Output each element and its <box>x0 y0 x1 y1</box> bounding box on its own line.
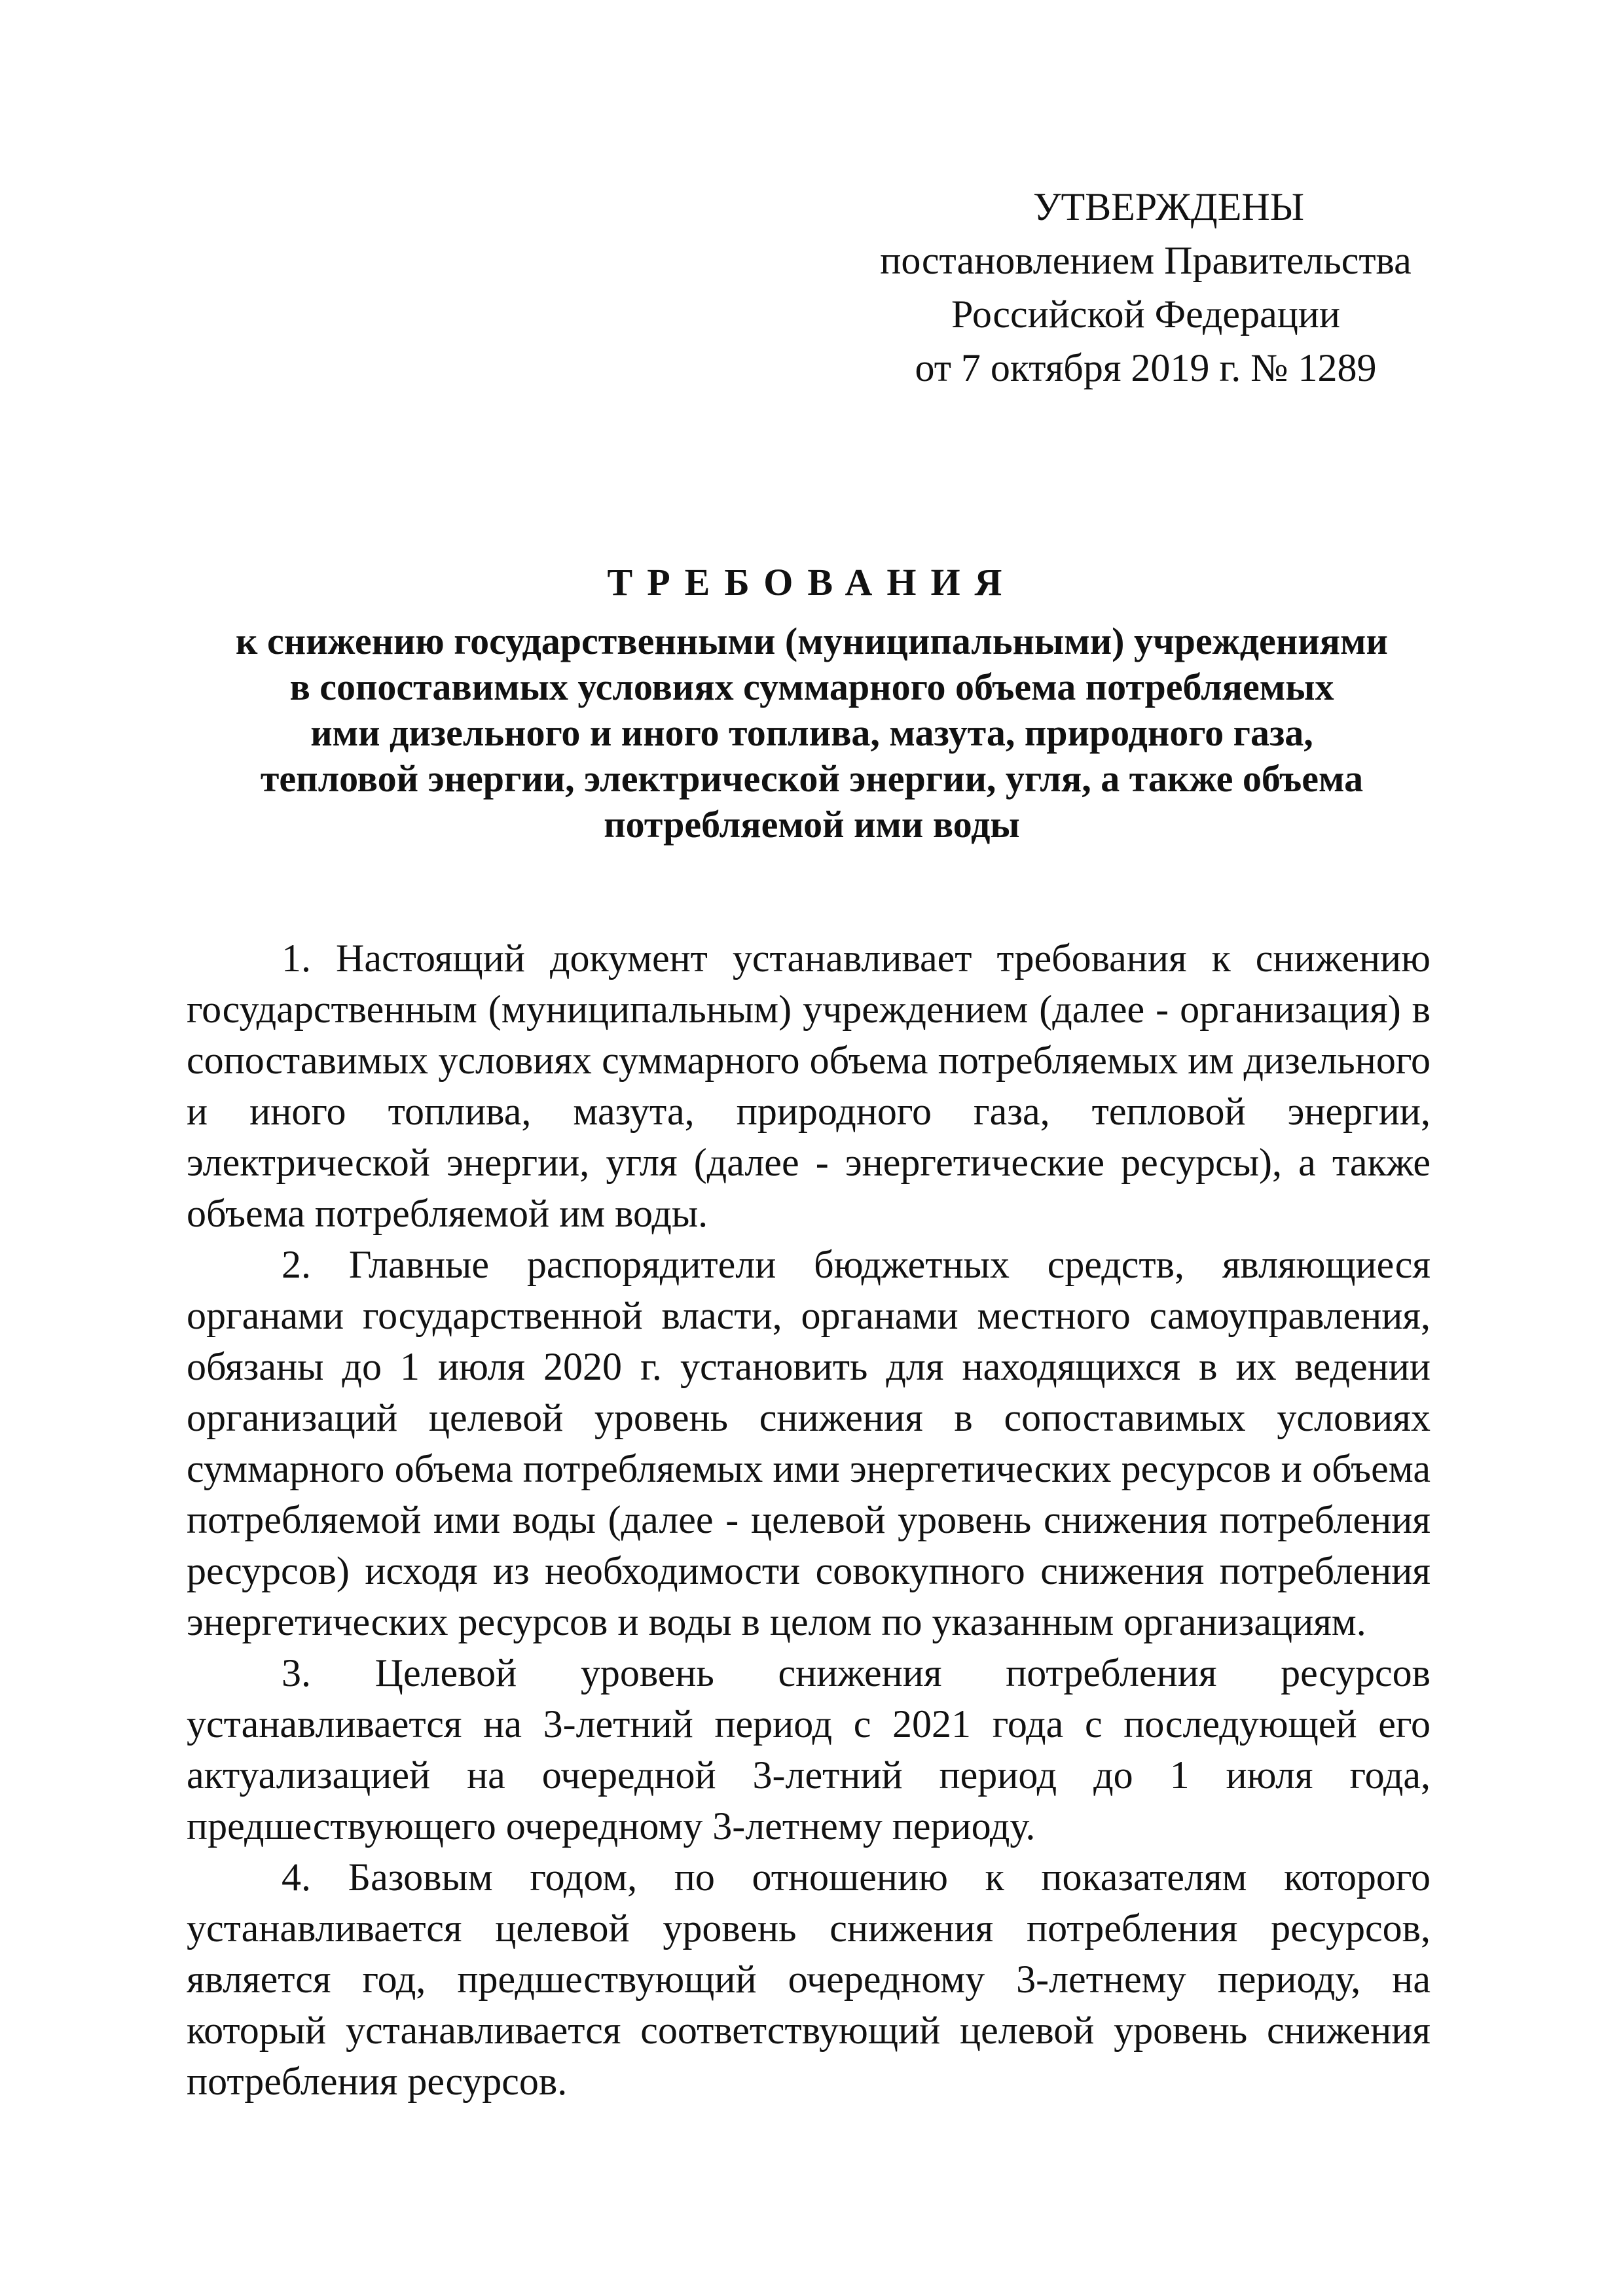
subtitle-line: потребляемой ими воды <box>604 803 1020 846</box>
approval-stamp <box>851 180 1440 395</box>
subtitle-line: к снижению государственными (муниципальными) учреждениями <box>236 620 1388 662</box>
approval-line: постановлением Правительства <box>880 239 1412 282</box>
approval-date-number: от 7 октября 2019 г. № 1289 <box>915 346 1377 389</box>
approval-heading: УТВЕРЖДЕНЫ <box>1032 185 1305 228</box>
document-body <box>187 933 1431 2107</box>
paragraph-3: 3. Целевой уровень снижения потребления ресурсов устанавливается на 3-летний период с 2021 года с последующей его актуализацией на очередной 3-летний период до 1 июля года, предшествующего очередному 3-летнему периоду. <box>187 1651 1431 1848</box>
approval-line: Российской Федерации <box>951 293 1341 336</box>
subtitle-line: тепловой энергии, электрической энергии, угля, а также объема <box>260 757 1364 800</box>
paragraph-2: 2. Главные распорядители бюджетных средств, являющиеся органами государственной власти, органами местного самоуправления, обязаны до 1 июля 2020 г. установить для находящихся в их ведении организаций целевой уровень снижения в сопоставимых условиях суммарного объема потребляемых ими энергетических ресурсов и объема потребляемой ими воды (далее - целевой уровень снижения потребления ресурсов) исходя из необходимости совокупного снижения потребления энергетических ресурсов и воды в целом по указанным организациям. <box>187 1243 1431 1643</box>
subtitle-line: ими дизельного и иного топлива, мазута, природного газа, <box>310 711 1313 754</box>
subtitle-line: в сопоставимых условиях суммарного объема потребляемых <box>289 666 1334 708</box>
document-title: ТРЕБОВАНИЯ <box>607 561 1017 603</box>
paragraph-4: 4. Базовым годом, по отношению к показателям которого устанавливается целевой уровень снижения потребления ресурсов, является год, предшествующий очередному 3-летнему периоду, на который устанавливается соответствующий целевой уровень снижения потребления ресурсов. <box>187 1856 1431 2103</box>
paragraph-1: 1. Настоящий документ устанавливает требования к снижению государственным (муниципальным) учреждением (далее - организация) в сопоставимых условиях суммарного объема потребляемых им дизельного и иного топлива, мазута, природного газа, тепловой энергии, электрической энергии, угля (далее - энергетические ресурсы), а также объема потребляемой им воды. <box>187 937 1431 1235</box>
document-subtitle <box>187 619 1437 848</box>
